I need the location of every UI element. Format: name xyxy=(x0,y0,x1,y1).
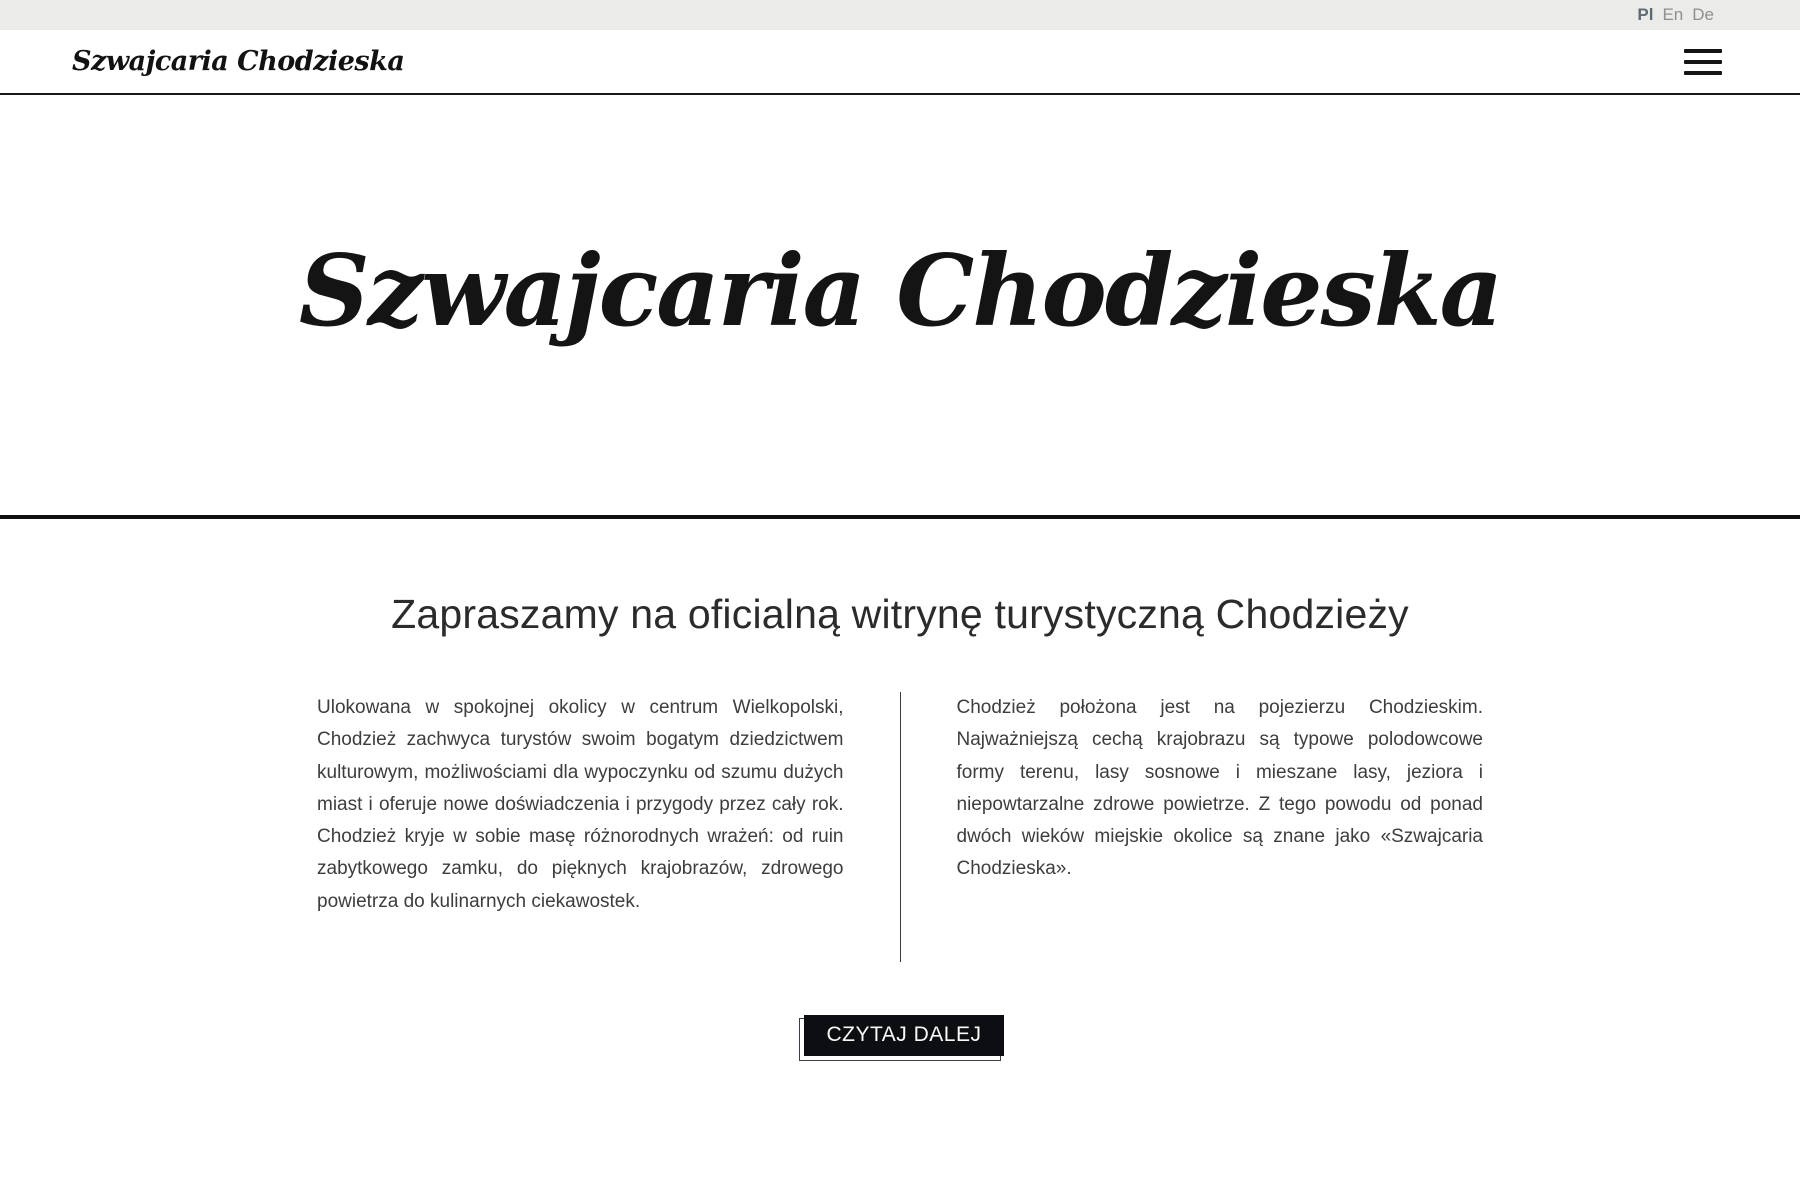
site-logo[interactable]: Szwajcaria Chodzieska xyxy=(72,46,405,77)
language-bar xyxy=(0,0,1800,30)
intro-section xyxy=(0,519,1800,1061)
intro-column-right xyxy=(901,692,1484,962)
hero-title: Szwajcaria Chodzieska xyxy=(298,233,1502,349)
intro-paragraph-left: Ulokowana w spokojnej okolicy w centrum Wielkopolski, Chodzież zachwyca turystów swoim bogatym dziedzictwem kulturowym, możliwościami dla wypoczynku od szumu dużych miast i oferuje nowe doświadczenia i przygody przez cały rok. Chodzież kryje w sobie masę różnorodnych wrażeń: od ruin zabytkowego zamku, do pięknych krajobrazów, zdrowego powietrza do kulinarnych ciekawostek. xyxy=(317,697,844,912)
site-header xyxy=(0,30,1800,95)
intro-heading: Zapraszamy na oficialną witrynę turystyczną Chodzieży xyxy=(391,591,1409,637)
hamburger-bar xyxy=(1684,49,1722,53)
language-pl[interactable]: Pl xyxy=(1637,5,1654,24)
hamburger-bar xyxy=(1684,60,1722,64)
language-de[interactable]: De xyxy=(1692,5,1714,24)
read-more-button-outline xyxy=(799,1018,1002,1061)
language-en[interactable]: En xyxy=(1662,5,1684,24)
intro-columns xyxy=(317,692,1483,962)
intro-paragraph-right: Chodzież położona jest na pojezierzu Chodzieskim. Najważniejszą cechą krajobrazu są typowe polodowcowe formy terenu, lasy sosnowe i mieszane lasy, jeziora i niepowtarzalne zdrowe powietrze. Z tego powodu od ponad dwóch wieków miejskie okolice są znane jako «Szwajcaria Chodzieska». xyxy=(956,697,1483,880)
hero-section xyxy=(0,95,1800,519)
intro-column-left xyxy=(317,692,901,962)
read-more-button[interactable]: CZYTAJ DALEJ xyxy=(804,1015,1005,1056)
header-inner xyxy=(0,46,1800,77)
button-row xyxy=(0,1018,1800,1061)
hamburger-bar xyxy=(1684,71,1722,75)
hamburger-icon[interactable] xyxy=(1684,47,1722,77)
